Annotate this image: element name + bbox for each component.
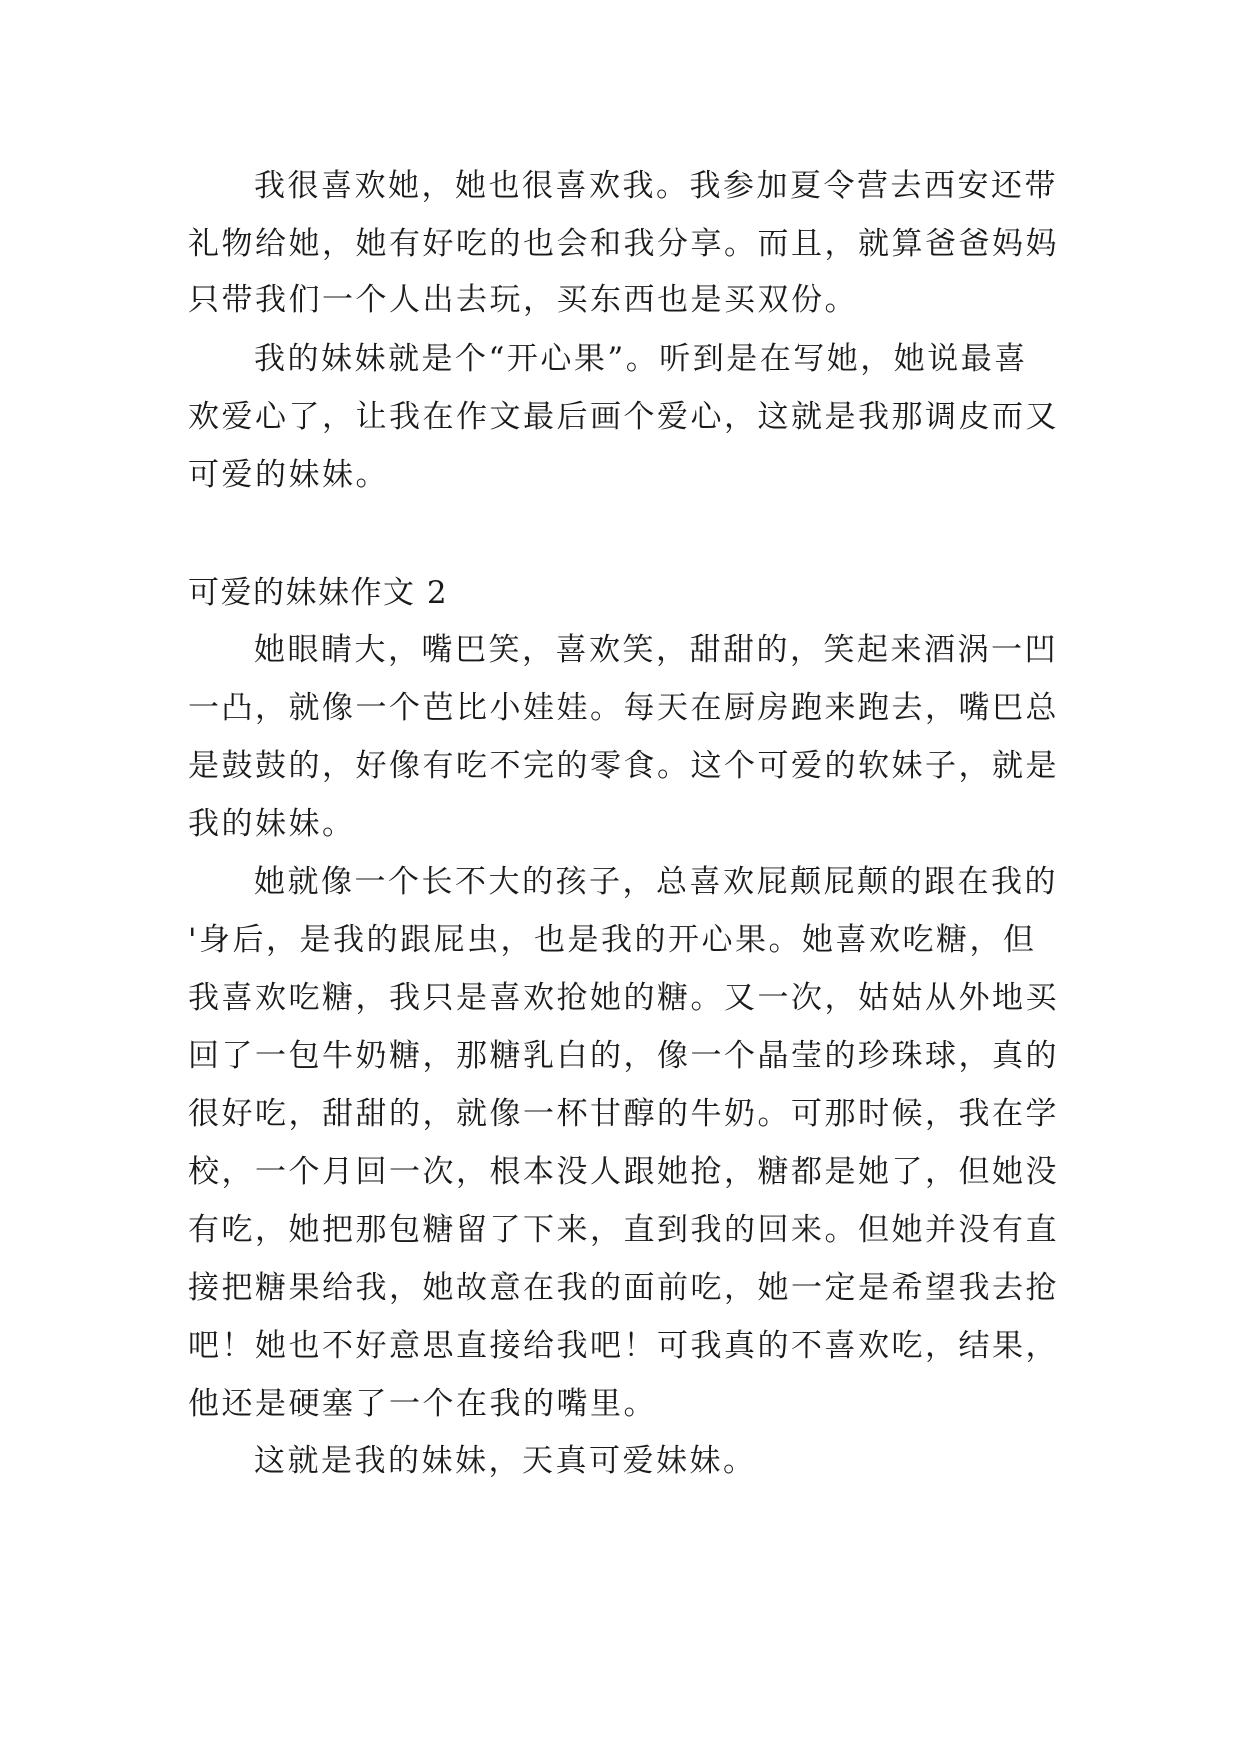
paragraph-line: 很好吃，甜甜的，就像一杯甘醇的牛奶。可那时候，我在学: [188, 1096, 1059, 1132]
paragraph-line: 我的妹妹就是个“开心果”。听到是在写她，她说最喜: [254, 341, 1028, 377]
paragraph-line: 吧！她也不好意思直接给我吧！可我真的不喜欢吃，结果，: [188, 1328, 1059, 1364]
paragraph-line: 礼物给她，她有好吃的也会和我分享。而且，就算爸爸妈妈: [188, 226, 1059, 262]
paragraph-line: 只带我们一个人出去玩，买东西也是买双份。: [188, 282, 858, 318]
paragraph-line: 欢爱心了，让我在作文最后画个爱心，这就是我那调皮而又: [188, 399, 1059, 435]
paragraph-line: 我很喜欢她，她也很喜欢我。我参加夏令营去西安还带: [254, 168, 1058, 204]
paragraph-line: 一凸，就像一个芭比小娃娃。每天在厨房跑来跑去，嘴巴总: [188, 690, 1059, 726]
paragraph-line: '身后，是我的跟屁虫，也是我的开心果。她喜欢吃糖，但: [188, 922, 1037, 958]
paragraph-line: 回了一包牛奶糖，那糖乳白的，像一个晶莹的珍珠球，真的: [188, 1038, 1059, 1074]
paragraph-line: 她眼睛大，嘴巴笑，喜欢笑，甜甜的，笑起来酒涡一凹: [254, 632, 1058, 668]
section-title: 可爱的妹妹作文 2: [188, 575, 449, 611]
paragraph-line: 他还是硬塞了一个在我的嘴里。: [188, 1386, 657, 1422]
paragraph-line: 她就像一个长不大的孩子，总喜欢屁颠屁颠的跟在我的: [254, 864, 1058, 900]
paragraph-line: 可爱的妹妹。: [188, 457, 389, 493]
paragraph-line: 有吃，她把那包糖留了下来，直到我的回来。但她并没有直: [188, 1212, 1059, 1248]
paragraph-line: 我的妹妹。: [188, 806, 356, 842]
paragraph-line: 这就是我的妹妹，天真可爱妹妹。: [254, 1443, 757, 1479]
paragraph-line: 校，一个月回一次，根本没人跟她抢，糖都是她了，但她没: [188, 1154, 1059, 1190]
paragraph-line: 接把糖果给我，她故意在我的面前吃，她一定是希望我去抢: [188, 1270, 1059, 1306]
paragraph-line: 我喜欢吃糖，我只是喜欢抢她的糖。又一次，姑姑从外地买: [188, 980, 1059, 1016]
paragraph-line: 是鼓鼓的，好像有吃不完的零食。这个可爱的软妹子，就是: [188, 748, 1059, 784]
